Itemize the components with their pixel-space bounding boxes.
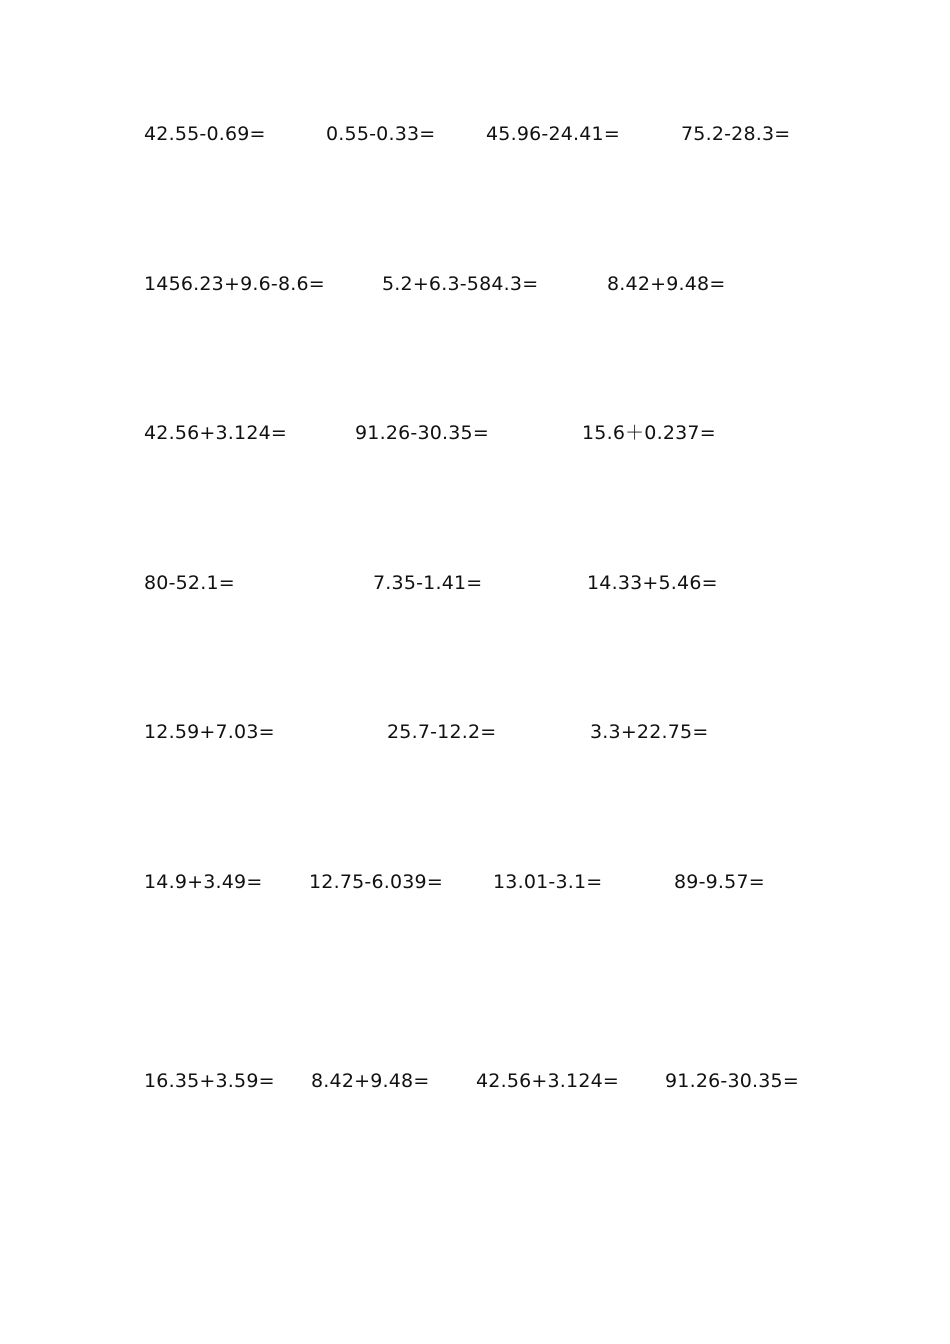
problem: 12.59+7.03= [144, 721, 275, 743]
problem: 14.33+5.46= [587, 572, 718, 594]
problem-row-1 [0, 119, 950, 149]
problem: 42.56+3.124= [144, 422, 288, 444]
problem: 8.42+9.48= [607, 273, 726, 295]
problem-row-6 [0, 867, 950, 897]
problem-row-7 [0, 1066, 950, 1096]
problem: 12.75-6.039= [309, 871, 443, 893]
problem-row-4 [0, 568, 950, 598]
problem: 16.35+3.59= [144, 1070, 275, 1092]
problem: 15.6＋0.237= [582, 422, 716, 444]
problem: 0.55-0.33= [326, 123, 436, 145]
problem: 91.26-30.35= [665, 1070, 799, 1092]
problem: 80-52.1= [144, 572, 235, 594]
problem: 45.96-24.41= [486, 123, 620, 145]
problem: 42.55-0.69= [144, 123, 266, 145]
problem: 13.01-3.1= [493, 871, 603, 893]
problem: 5.2+6.3-584.3= [382, 273, 539, 295]
problem: 42.56+3.124= [476, 1070, 620, 1092]
problem: 7.35-1.41= [373, 572, 483, 594]
problem: 25.7-12.2= [387, 721, 497, 743]
problem: 89-9.57= [674, 871, 765, 893]
problem: 3.3+22.75= [590, 721, 709, 743]
problem-row-3 [0, 418, 950, 448]
problem: 1456.23+9.6-8.6= [144, 273, 325, 295]
problem: 14.9+3.49= [144, 871, 263, 893]
problem: 8.42+9.48= [311, 1070, 430, 1092]
problem: 91.26-30.35= [355, 422, 489, 444]
problem: 75.2-28.3= [681, 123, 791, 145]
problem-row-5 [0, 717, 950, 747]
problem-row-2 [0, 269, 950, 299]
